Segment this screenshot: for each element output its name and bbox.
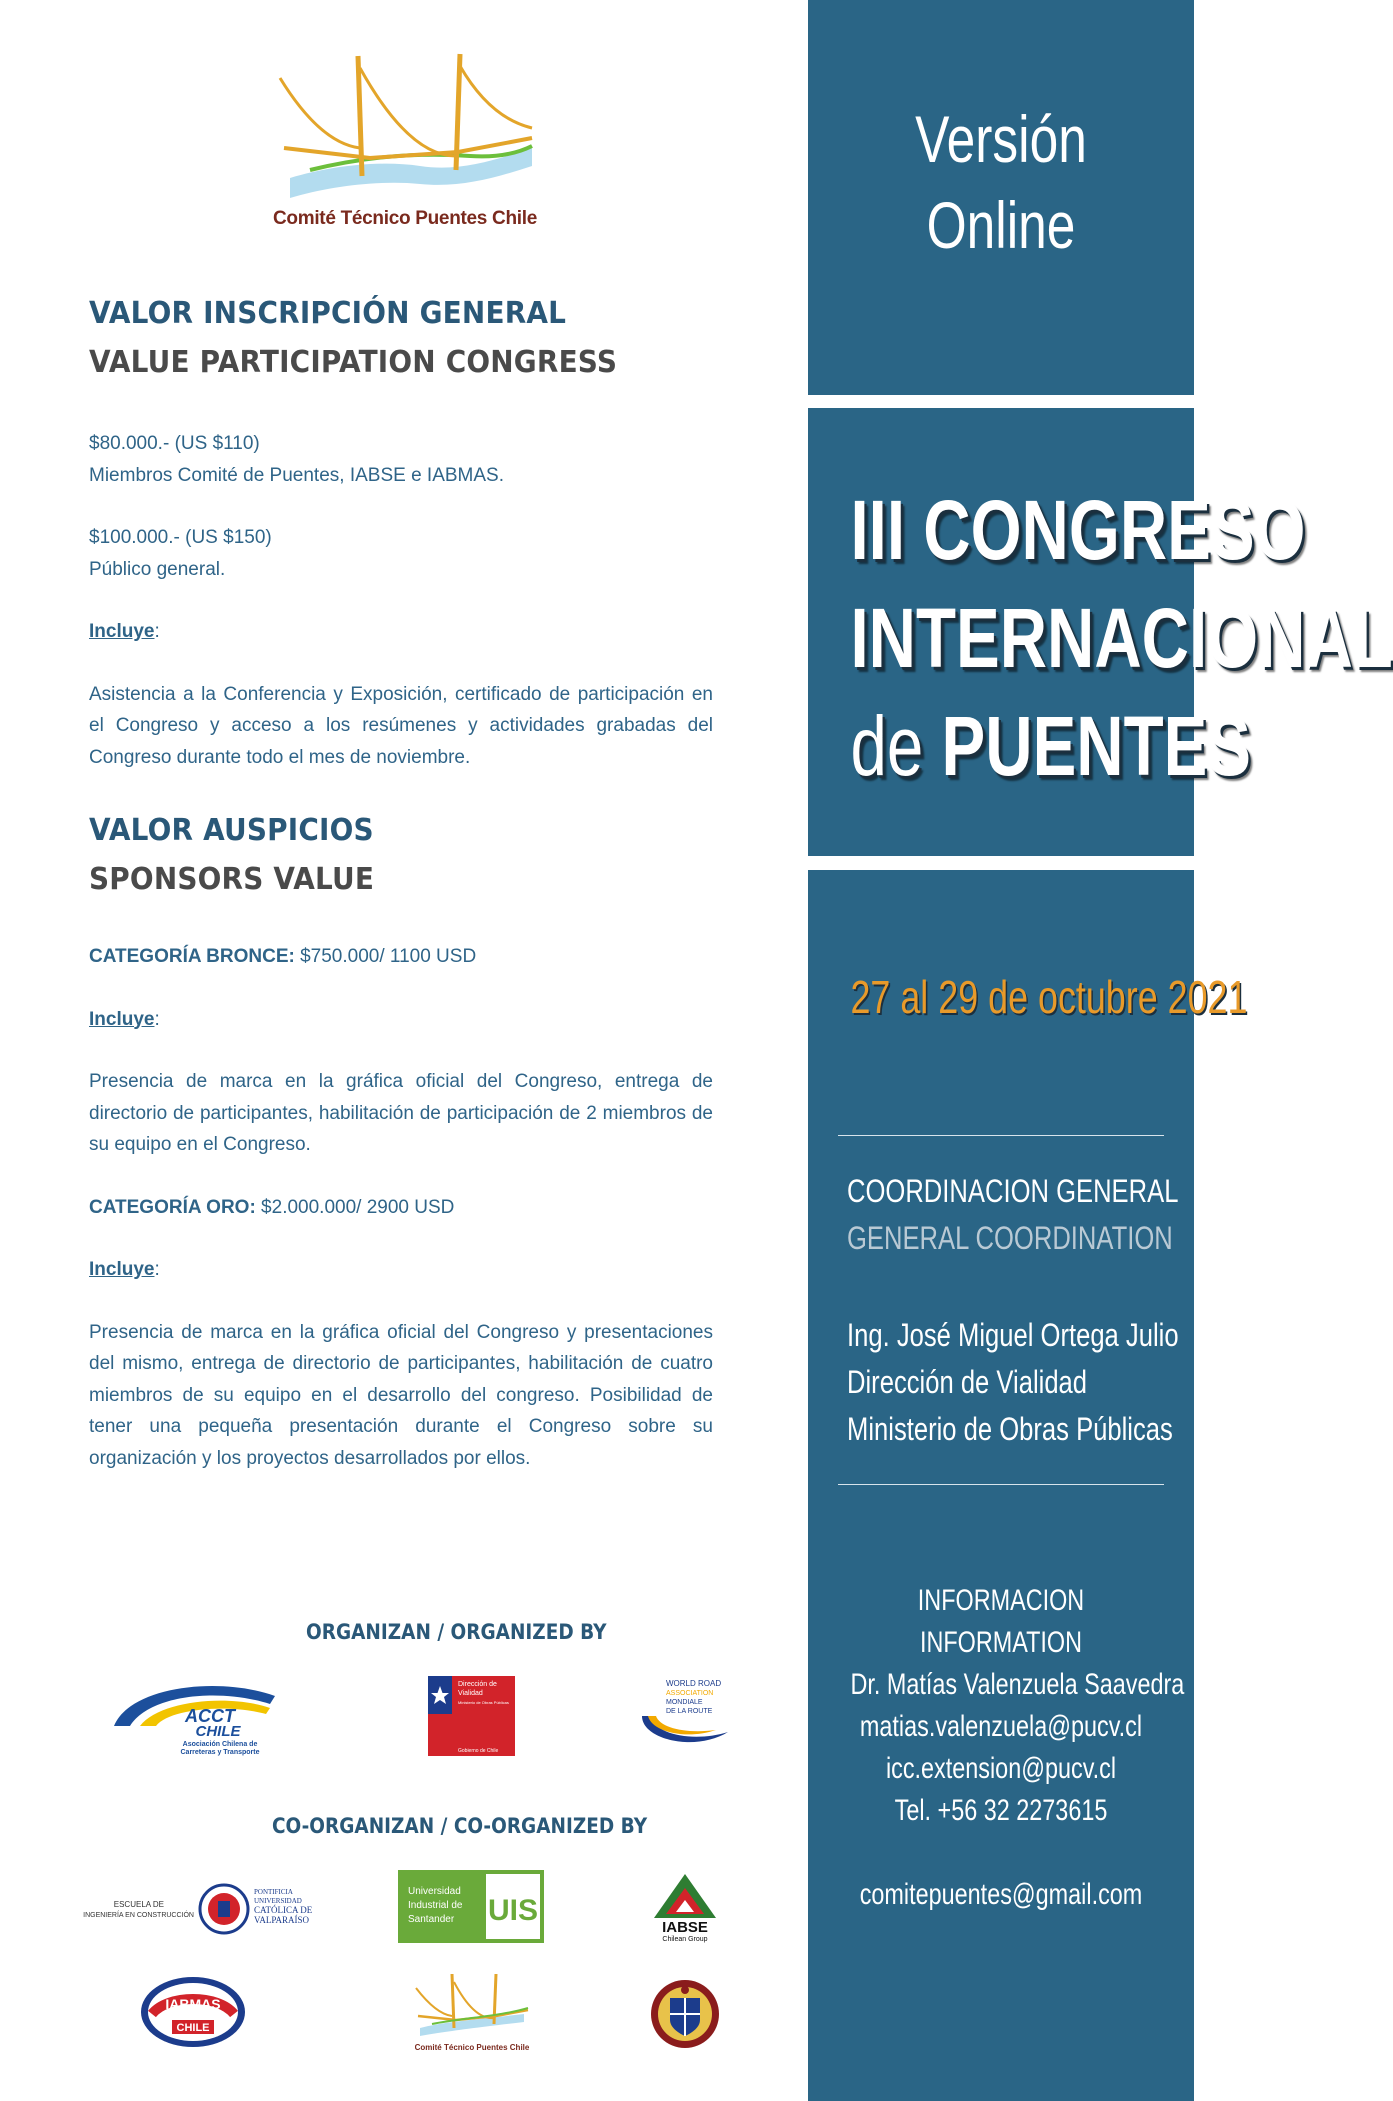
gold-includes-text: Presencia de marca en la gráfica oficial del Congreso y presentaciones del mismo, entrega de directorio de participantes, habilitación de cuatro miembros de su equipo en el desarrollo del congreso. Posibilidad de tener una pequeña presentación durante el Congreso sobre su organización y los proyectos desarrollados por ellos. [89, 1321, 713, 1469]
info-title: INFORMACION [917, 1584, 1085, 1617]
iabse-icon [650, 1870, 720, 1942]
version-line2: Online [926, 188, 1076, 262]
wra-line3: MONDIALE [666, 1699, 703, 1706]
acct-sub2: Carreteras y Transporte [180, 1749, 260, 1756]
acct-sub1: Asociación Chilena de [182, 1741, 258, 1748]
pucv-uni2: UNIVERSIDAD [254, 1897, 302, 1905]
iabmas-icon [138, 1974, 248, 2050]
sponsors-title-en: SPONSORS VALUE [89, 862, 375, 897]
congress-line2: INTERNACIONAL [850, 591, 1393, 685]
info-person: Dr. Matías Valenzuela Saavedra [850, 1668, 1185, 1701]
price-members: $80.000.- (US $110) [89, 433, 260, 454]
congress-de: de [850, 699, 942, 793]
bronze-includes: Incluye: [89, 1008, 160, 1030]
coord-title: COORDINACION GENERAL [847, 1173, 1179, 1209]
info-email-3[interactable]: comitepuentes@gmail.com [859, 1878, 1143, 1911]
coord-dept: Dirección de Vialidad [847, 1364, 1088, 1400]
includes-text: Asistencia a la Conferencia y Exposición, certificado de participación en el Congreso y acceso a los resúmenes y actividades grabadas del Congreso durante todo el mes de noviembre. [89, 683, 713, 768]
bronze-includes-text: Presencia de marca en la gráfica oficial del Congreso, entrega de directorio de participantes, habilitación de participación de 2 miembros de su equipo en el Congreso. [89, 1071, 713, 1155]
sponsors-title: VALOR AUSPICIOS [89, 813, 374, 848]
vialidad-line2: Vialidad [458, 1690, 483, 1697]
divider-top [838, 1135, 1164, 1136]
coord-title-en: GENERAL COORDINATION [847, 1220, 1173, 1256]
vialidad-line1: Dirección de [458, 1681, 497, 1688]
comite-logo [270, 48, 540, 233]
vialidad-footer: Gobierno de Chile [458, 1748, 499, 1754]
uis-line2: Industrial de [408, 1900, 463, 1911]
congress-puentes: PUENTES [941, 699, 1252, 793]
gold-value: $2.000.000/ 2900 USD [255, 1196, 455, 1218]
event-date: 27 al 29 de octubre 2021 [850, 971, 1248, 1023]
iabse-sub: Chilean Group [662, 1936, 708, 1943]
bronze-category [89, 941, 713, 973]
gold-label: CATEGORÍA ORO: [89, 1196, 256, 1218]
vialidad-line3: Ministerio de Obras Públicas [458, 1700, 509, 1705]
congress-panel [808, 408, 1393, 856]
vialidad-logo [428, 1676, 515, 1756]
bronze-includes-label: Incluye [89, 1008, 155, 1030]
pucv-school2: INGENIERÍA EN CONSTRUCCIÓN [83, 1912, 194, 1919]
price-general: $100.000.- (US $150) [89, 527, 272, 548]
gold-includes-label: Incluye [89, 1259, 155, 1280]
gold-includes: Incluye: [89, 1259, 160, 1280]
version-line1: Versión [915, 102, 1087, 176]
iabmas-logo [138, 1974, 248, 2050]
info-panel [808, 870, 1248, 2101]
wra-line1: WORLD ROAD [666, 1679, 722, 1688]
world-road-association-icon [636, 1676, 732, 1752]
crest-logo [648, 1974, 722, 2054]
bronze-value: $750.000/ 1100 USD [294, 946, 477, 967]
acct-line1: ACCT [185, 1706, 235, 1726]
iabmas-name: IABMAS [165, 1996, 221, 2012]
registration-title: VALOR INSCRIPCIÓN GENERAL [89, 296, 567, 331]
gobierno-chile-icon [428, 1676, 515, 1756]
pucv-uni4: VALPARAÍSO [254, 1915, 310, 1925]
uis-icon [398, 1870, 544, 1943]
bronze-label: CATEGORÍA BRONCE: [89, 946, 295, 967]
wra-logo [636, 1676, 732, 1752]
registration-title-en: VALUE PARTICIPATION CONGRESS [89, 345, 618, 380]
pucv-school1: ESCUELA DE [113, 1900, 164, 1909]
uis-mark: UIS [487, 1894, 539, 1927]
pucv-uni3: CATÓLICA DE [254, 1905, 313, 1915]
uis-line3: Santander [408, 1914, 455, 1925]
coord-person: Ing. José Miguel Ortega Julio [847, 1317, 1179, 1353]
version-panel [808, 0, 1194, 395]
university-crest-icon [648, 1974, 722, 2054]
acct-chile-logo [110, 1674, 280, 1754]
coorganizers-title: CO-ORGANIZAN / CO-ORGANIZED BY [272, 1814, 648, 1838]
wra-line2: ASSOCIATION [666, 1690, 714, 1697]
includes-label-text: Incluye [89, 621, 155, 642]
gold-category [89, 1192, 713, 1224]
logo-caption: Comité Técnico Puentes Chile [273, 208, 537, 229]
iabse-name: IABSE [662, 1919, 708, 1936]
uis-logo [398, 1870, 544, 1943]
acct-line2: CHILE [195, 1723, 241, 1740]
bridge-logo-icon [270, 48, 540, 208]
info-email-2[interactable]: icc.extension@pucv.cl [885, 1752, 1117, 1785]
price-members-desc: Miembros Comité de Puentes, IABSE e IABMAS. [89, 464, 505, 486]
coord-ministry: Ministerio de Obras Públicas [847, 1411, 1173, 1447]
ctpc-caption: Comité Técnico Puentes Chile [414, 2043, 530, 2052]
pucv-logo [72, 1876, 322, 1942]
divider-bottom [838, 1484, 1164, 1485]
congress-line1: III CONGRESO [850, 483, 1306, 577]
pucv-icon [72, 1876, 322, 1942]
comite-logo-small [412, 1970, 532, 2056]
price-general-desc: Público general. [89, 558, 226, 580]
wra-line4: DE LA ROUTE [666, 1708, 713, 1715]
info-phone: Tel. +56 32 2273615 [894, 1794, 1108, 1827]
info-email-1[interactable]: matias.valenzuela@pucv.cl [859, 1710, 1143, 1743]
pucv-uni1: PONTIFICIA [254, 1888, 293, 1896]
info-title-en: INFORMATION [919, 1626, 1083, 1659]
congress-line3 [850, 696, 1252, 796]
left-content [89, 296, 713, 1474]
iabse-logo [650, 1870, 720, 1942]
bridge-logo-small-icon [412, 1970, 532, 2056]
organizers-title: ORGANIZAN / ORGANIZED BY [306, 1620, 607, 1644]
uis-line1: Universidad [408, 1886, 461, 1897]
includes-label: Incluye: [89, 621, 160, 642]
iabmas-sub: CHILE [176, 2022, 210, 2034]
acct-chile-icon [110, 1674, 280, 1754]
